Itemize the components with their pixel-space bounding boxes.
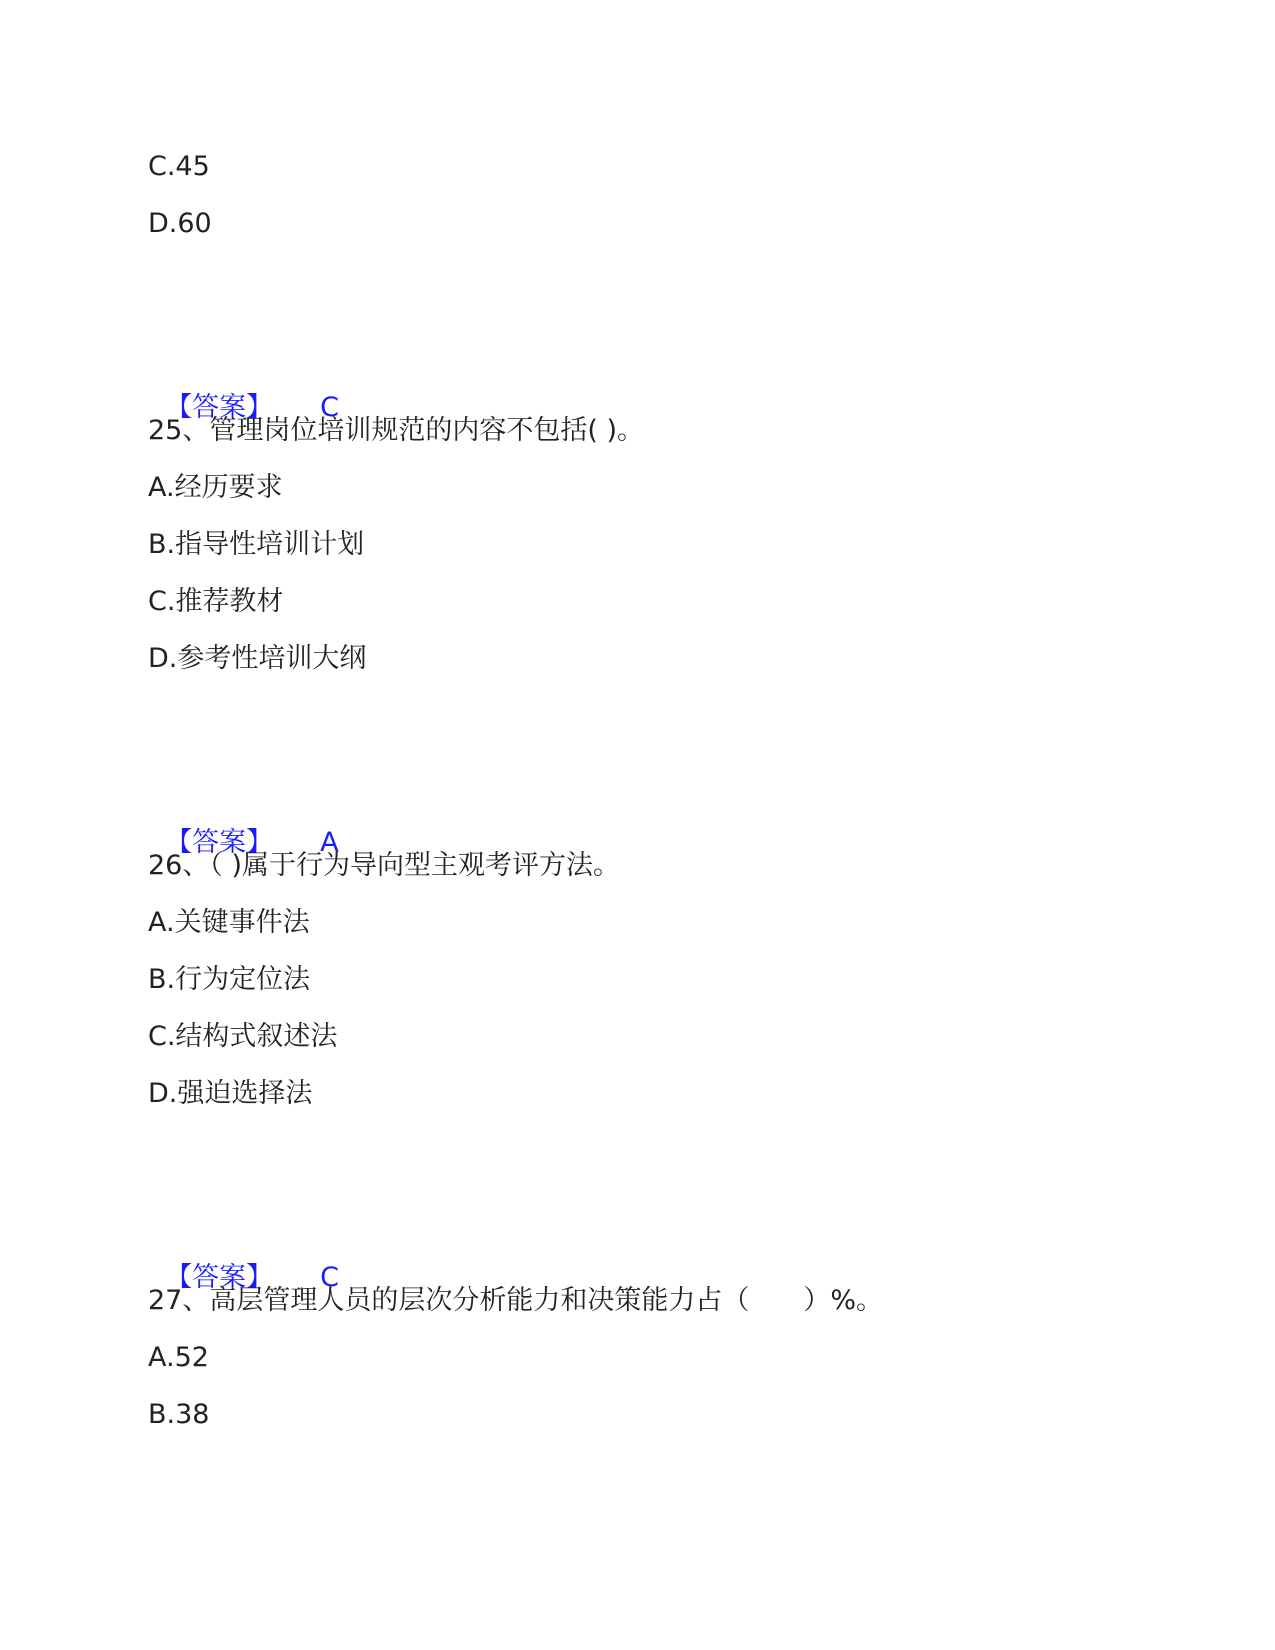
q26-option-b: B.行为定位法 [148, 964, 311, 995]
q27-option-a: A.52 [148, 1342, 209, 1373]
q25-option-c: C.推荐教材 [148, 586, 284, 617]
answer-label: 【答案】 [165, 827, 274, 858]
answer-label: 【答案】 [165, 392, 274, 423]
question-27: 27、高层管理人员的层次分析能力和决策能力占（ ）%。 [148, 1285, 884, 1316]
option-c: C.45 [148, 151, 210, 182]
q27-option-b: B.38 [148, 1399, 210, 1430]
q25-option-d: D.参考性培训大纲 [148, 643, 367, 674]
q26-option-c: C.结构式叙述法 [148, 1021, 338, 1052]
q25-option-b: B.指导性培训计划 [148, 529, 365, 560]
q26-option-d: D.强迫选择法 [148, 1078, 313, 1109]
question-26: 26、（ )属于行为导向型主观考评方法。 [148, 850, 620, 881]
answer-value: A [320, 827, 339, 858]
answer-value: C [320, 1262, 340, 1293]
option-d: D.60 [148, 208, 212, 239]
question-25: 25、管理岗位培训规范的内容不包括( )。 [148, 415, 645, 446]
q25-option-a: A.经历要求 [148, 472, 283, 503]
answer-label: 【答案】 [165, 1262, 274, 1293]
answer-value: C [320, 392, 340, 423]
q26-option-a: A.关键事件法 [148, 907, 310, 938]
